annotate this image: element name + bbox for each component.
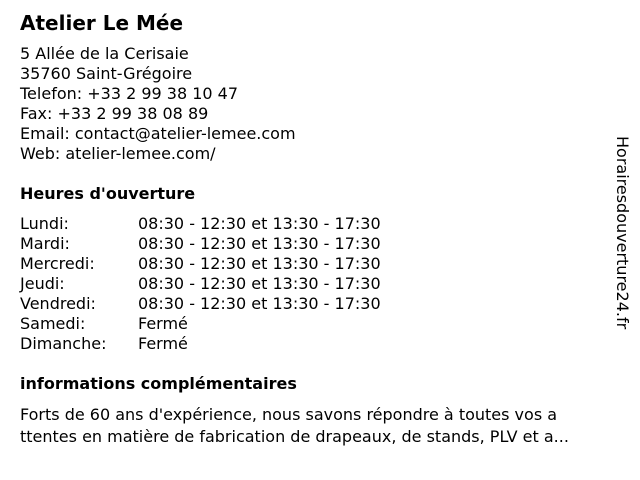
address-line-1: 5 Allée de la Cerisaie: [20, 44, 189, 63]
site-watermark: Horairesdouverture24.fr: [613, 136, 632, 330]
day-label: Lundi:: [20, 214, 69, 233]
time-value: 08:30 - 12:30 et 13:30 - 17:30: [138, 294, 381, 313]
phone-line: Telefon: +33 2 99 38 10 47: [20, 84, 239, 103]
day-label: Mercredi:: [20, 254, 95, 273]
time-value: 08:30 - 12:30 et 13:30 - 17:30: [138, 214, 381, 233]
time-value: Fermé: [138, 334, 188, 353]
day-label: Dimanche:: [20, 334, 107, 353]
day-label: Jeudi:: [20, 274, 65, 293]
day-label: Samedi:: [20, 314, 86, 333]
info-description-line-1: Forts de 60 ans d'expérience, nous savons répondre à toutes vos a: [20, 405, 558, 424]
info-description-line-2: ttentes en matière de fabrication de drapeaux, de stands, PLV et a...: [20, 427, 569, 446]
address-line-2: 35760 Saint-Grégoire: [20, 64, 193, 83]
contact-block: [20, 44, 296, 164]
time-value: Fermé: [138, 314, 188, 333]
time-value: 08:30 - 12:30 et 13:30 - 17:30: [138, 234, 381, 253]
email-line: Email: contact@atelier-lemee.com: [20, 124, 296, 143]
hours-heading: Heures d'ouverture: [20, 184, 196, 203]
day-label: Vendredi:: [20, 294, 96, 313]
time-value: 08:30 - 12:30 et 13:30 - 17:30: [138, 254, 381, 273]
web-line: Web: atelier-lemee.com/: [20, 144, 216, 163]
business-name: Atelier Le Mée: [20, 11, 184, 35]
info-description: [20, 404, 620, 448]
fax-line: Fax: +33 2 99 38 08 89: [20, 104, 209, 123]
time-value: 08:30 - 12:30 et 13:30 - 17:30: [138, 274, 381, 293]
info-heading: informations complémentaires: [20, 374, 297, 393]
day-label: Mardi:: [20, 234, 70, 253]
